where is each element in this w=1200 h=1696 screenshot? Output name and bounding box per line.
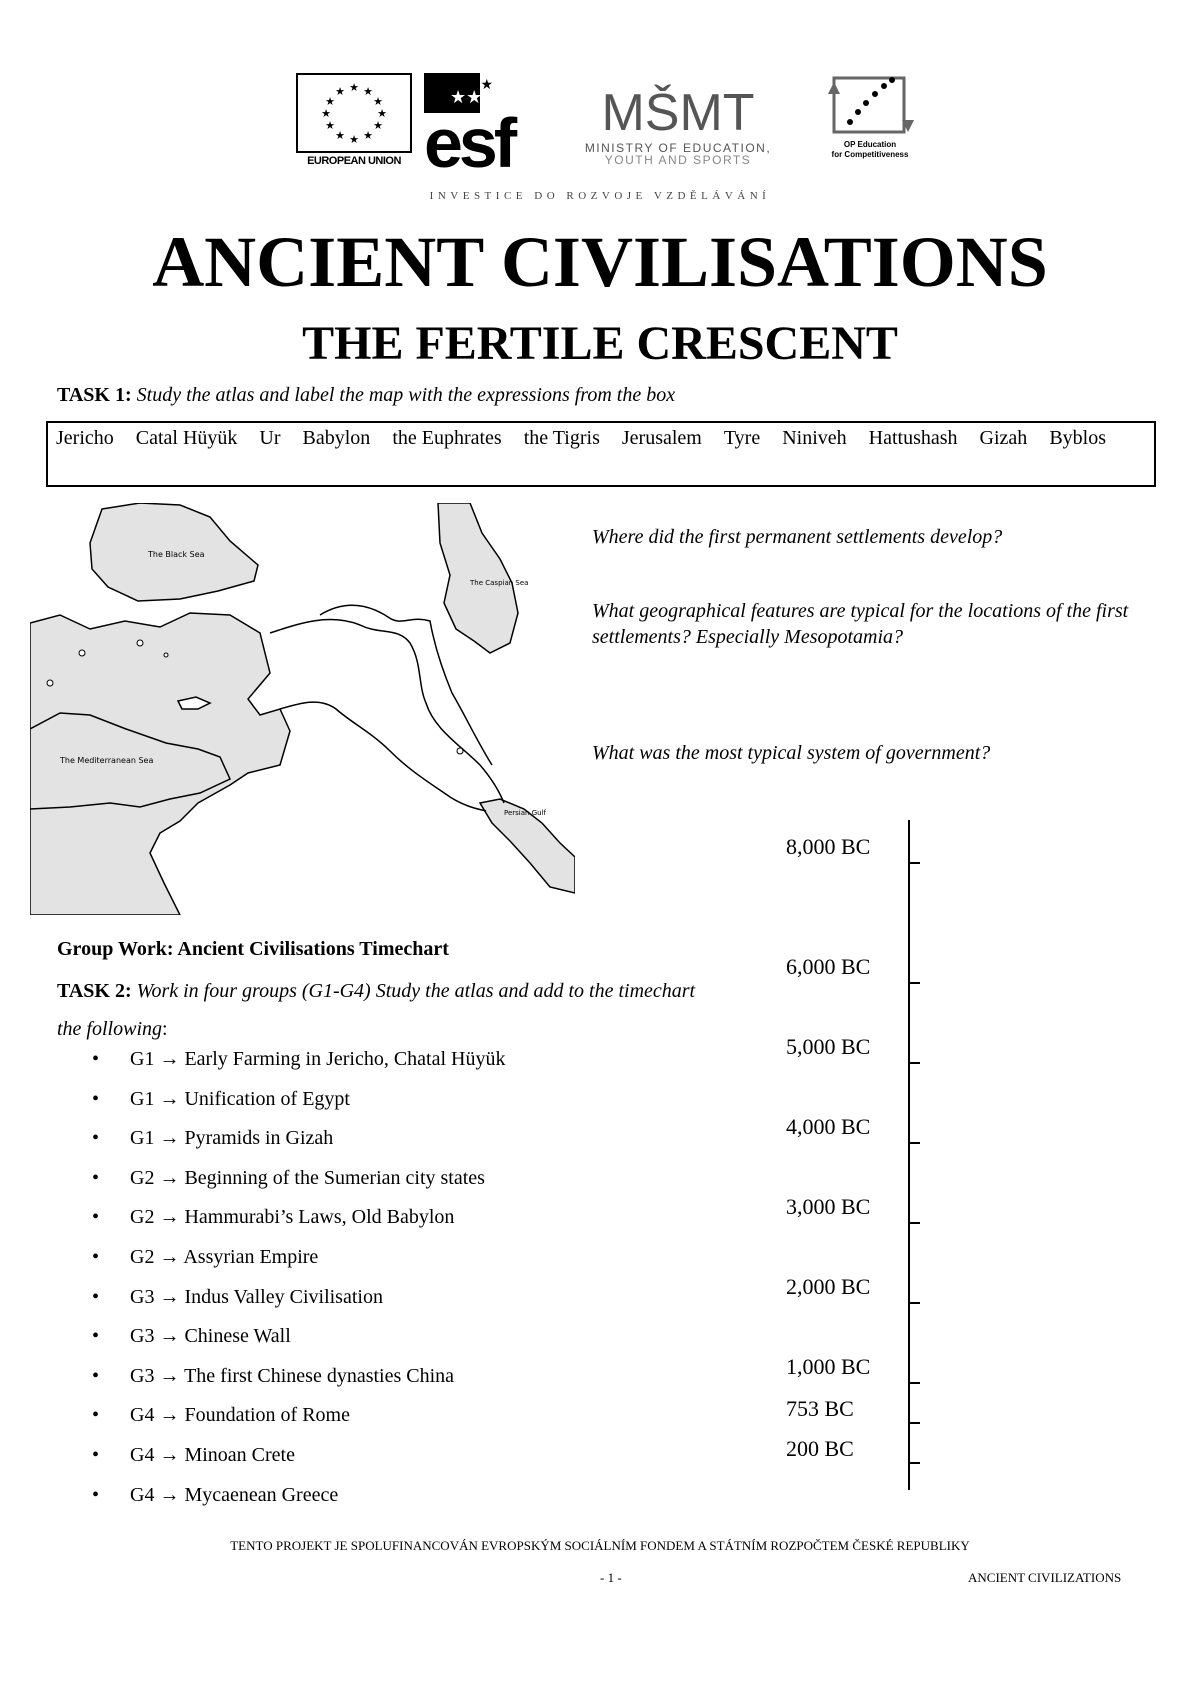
svg-text:★: ★ xyxy=(349,82,359,94)
timeline-tick xyxy=(908,1222,920,1224)
svg-text:★: ★ xyxy=(377,108,387,120)
op-logo xyxy=(820,72,920,172)
svg-text:The Mediterranean Sea: The Mediterranean Sea xyxy=(60,756,154,765)
timeline-label: 753 BC xyxy=(786,1396,854,1421)
svg-text:★: ★ xyxy=(325,96,335,108)
word-box-item: Ur xyxy=(259,427,281,449)
funding-footer: TENTO PROJEKT JE SPOLUFINANCOVÁN EVROPSKÝM SOCIÁLNÍM FONDEM A STÁTNÍM ROZPOČTEM ČESKÉ REPUBLIKY xyxy=(230,1538,970,1553)
eu-logo xyxy=(296,73,412,169)
svg-text:esf: esf xyxy=(424,104,514,169)
assignment-item: • G4 → Mycaenean Greece xyxy=(88,1480,506,1520)
question-settlements: Where did the first permanent settlements develop? xyxy=(592,526,1003,548)
assignment-item: • G3 → Indus Valley Civilisation xyxy=(88,1282,506,1322)
svg-text:The Caspian Sea: The Caspian Sea xyxy=(470,579,529,587)
eu-flag-icon xyxy=(296,73,412,153)
svg-text:MŠMT: MŠMT xyxy=(601,84,755,142)
page-number: - 1 - xyxy=(600,1570,622,1585)
word-box-item: Niniveh xyxy=(782,427,847,449)
timeline-label: 2,000 BC xyxy=(786,1274,871,1299)
word-box-item: Jerusalem xyxy=(621,427,702,449)
question-government: What was the most typical system of government? xyxy=(592,742,991,764)
timeline-axis xyxy=(908,820,910,1490)
assignment-item: • G2 → Assyrian Empire xyxy=(88,1242,506,1282)
group-work-heading: Group Work: Ancient Civilisations Timechart xyxy=(57,938,449,960)
word-box-item: Hattushash xyxy=(868,427,958,449)
svg-text:★: ★ xyxy=(325,120,335,132)
msmt-caption-2: YOUTH AND SPORTS xyxy=(604,153,752,167)
tagline: INVESTICE DO ROZVOJE VZDĚLÁVÁNÍ xyxy=(429,190,771,202)
word-box-item: Byblos xyxy=(1049,427,1106,449)
timeline-tick xyxy=(908,1302,920,1304)
msmt-caption-1: MINISTRY OF EDUCATION, xyxy=(584,141,772,155)
task2-text: Work in four groups (G1-G4) Study the atlas and add to the timechart the following xyxy=(57,980,696,1040)
svg-text:★: ★ xyxy=(335,86,345,98)
svg-text:★: ★ xyxy=(321,108,331,120)
timeline-tick xyxy=(908,1382,920,1384)
word-box-item: Tyre xyxy=(723,427,761,449)
svg-text:Persian Gulf: Persian Gulf xyxy=(504,809,546,817)
timeline-tick xyxy=(908,982,920,984)
timeline-tick xyxy=(908,1422,920,1424)
timeline-label: 8,000 BC xyxy=(786,834,871,859)
task2-colon: : xyxy=(162,1018,168,1040)
timeline-tick xyxy=(908,862,920,864)
word-box-item: the Tigris xyxy=(523,427,600,449)
eu-label: EUROPEAN UNION xyxy=(307,155,401,167)
timeline-label: 5,000 BC xyxy=(786,1034,871,1059)
op-caption-1: OP Education xyxy=(843,140,897,149)
task2-label: TASK 2: xyxy=(57,980,132,1002)
svg-text:The Black Sea: The Black Sea xyxy=(148,550,205,559)
fertile-crescent-map xyxy=(30,503,575,915)
page-title: ANCIENT CIVILISATIONS xyxy=(152,222,1048,302)
svg-text:★: ★ xyxy=(335,130,345,142)
assignment-list xyxy=(88,1044,506,1519)
timeline-label: 200 BC xyxy=(786,1436,854,1461)
svg-text:★: ★ xyxy=(349,134,359,146)
timeline-tick xyxy=(908,1062,920,1064)
svg-text:★: ★ xyxy=(373,96,383,108)
svg-text:★: ★ xyxy=(363,130,373,142)
assignment-item: • G4 → Minoan Crete xyxy=(88,1440,506,1480)
word-box-item: Babylon xyxy=(302,427,371,449)
page-subtitle: THE FERTILE CRESCENT xyxy=(302,317,898,370)
assignment-item: • G2 → Beginning of the Sumerian city states xyxy=(88,1163,506,1203)
timeline-label: 4,000 BC xyxy=(786,1114,871,1139)
op-caption-2: for Competitiveness xyxy=(831,150,909,159)
timeline-tick xyxy=(908,1462,920,1464)
esf-logo xyxy=(424,73,534,169)
svg-text:★★: ★★ xyxy=(468,77,494,93)
assignment-item: • G1 → Pyramids in Gizah xyxy=(88,1123,506,1163)
task1-text: Study the atlas and label the map with the expressions from the box xyxy=(136,384,676,406)
word-box-item: Jericho xyxy=(56,427,114,449)
msmt-logo xyxy=(580,72,776,172)
timeline-label: 6,000 BC xyxy=(786,954,871,979)
task1-label: TASK 1: xyxy=(57,384,132,406)
svg-text:★★: ★★ xyxy=(450,87,483,108)
assignment-item: • G3 → Chinese Wall xyxy=(88,1321,506,1361)
timeline-tick xyxy=(908,1142,920,1144)
svg-text:★: ★ xyxy=(363,86,373,98)
word-box xyxy=(46,421,1156,487)
timeline-label: 3,000 BC xyxy=(786,1194,871,1219)
word-box-item: Catal Hüyük xyxy=(135,427,238,449)
assignment-item: • G4 → Foundation of Rome xyxy=(88,1400,506,1440)
word-box-item: Gizah xyxy=(979,427,1028,449)
document-name: ANCIENT CIVILIZATIONS xyxy=(968,1570,1122,1585)
assignment-item: • G3 → The first Chinese dynasties China xyxy=(88,1361,506,1401)
task1-instruction xyxy=(57,384,675,407)
assignment-item: • G2 → Hammurabi’s Laws, Old Babylon xyxy=(88,1202,506,1242)
word-box-item: the Euphrates xyxy=(392,427,502,449)
op-arrows-icon xyxy=(820,72,920,138)
timeline-label: 1,000 BC xyxy=(786,1354,871,1379)
question-geography: What geographical features are typical for the locations of the first settlements? Especially Mesopotamia? xyxy=(592,600,1129,648)
task2-instruction xyxy=(57,972,697,1048)
assignment-item: • G1 → Unification of Egypt xyxy=(88,1084,506,1124)
svg-text:★: ★ xyxy=(373,120,383,132)
assignment-item: • G1 → Early Farming in Jericho, Chatal Hüyük xyxy=(88,1044,506,1084)
